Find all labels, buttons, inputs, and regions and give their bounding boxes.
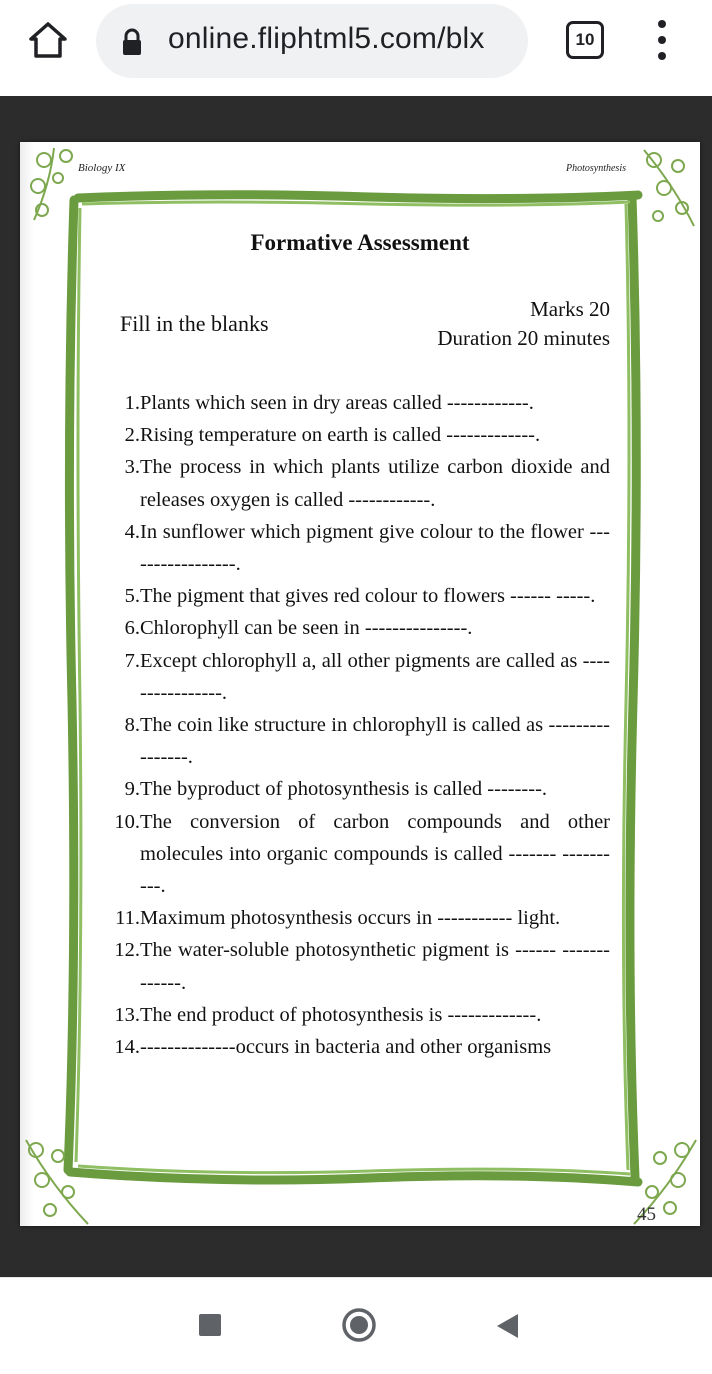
question-list [108,387,610,1063]
question-text: The conversion of carbon compounds and other molecules into organic compounds is called ------- ----------. [140,810,610,898]
question-text: --------------occurs in bacteria and other organisms [140,1036,552,1059]
question-number: 10. [114,810,140,833]
question-item [108,999,610,1031]
question-item [108,451,610,515]
back-triangle-icon[interactable] [494,1312,520,1340]
question-text: Plants which seen in dry areas called ------------. [140,392,534,414]
lock-icon [120,28,144,56]
more-vert-icon[interactable] [654,20,670,60]
book-page [20,142,700,1226]
marks-text: Marks 20 [530,297,610,321]
flower-decoration-icon [24,144,88,224]
flower-decoration-icon [634,146,698,230]
question-number: 14. [114,1036,140,1059]
question-number: 6. [124,617,140,640]
question-number: 4. [124,520,140,543]
recents-square-icon[interactable] [199,1314,221,1336]
question-text: In sunflower which pigment give colour to the flower -----------------. [140,520,610,576]
question-item [108,612,610,644]
question-text: Except chlorophyll a, all other pigments are called as ----------------. [140,649,610,704]
url-text: online.fliphtml5.com/blx [168,22,485,55]
question-number: 7. [124,649,140,672]
page-number: 45 [637,1204,656,1225]
question-item [108,645,610,709]
question-item [108,806,610,903]
home-circle-icon[interactable] [341,1307,377,1343]
question-number: 3. [124,456,140,479]
header-subject: Biology IX [78,162,126,174]
flower-decoration-icon [22,1136,92,1226]
question-item [108,516,610,580]
flipbook-viewer[interactable] [0,96,712,1277]
question-text: The byproduct of photosynthesis is called --------. [140,778,548,801]
question-item [108,709,610,773]
header-chapter: Photosynthesis [566,163,626,174]
question-item [108,1031,610,1063]
question-number: 9. [124,778,140,801]
question-number: 11. [115,907,140,930]
tab-count: 10 [575,30,595,49]
question-number: 5. [124,585,140,608]
marks-duration [437,295,610,353]
question-item [108,419,610,451]
question-text: Chlorophyll can be seen in ---------------. [140,617,473,640]
question-number: 12. [114,939,140,962]
question-text: The coin like structure in chlorophyll is called as ----------------. [140,714,610,769]
question-text: The pigment that gives red colour to flowers ------ -----. [140,585,596,608]
question-item [108,580,610,612]
url-bar[interactable] [96,4,528,78]
page-title: Formative Assessment [250,230,470,255]
home-icon[interactable] [26,18,70,62]
question-number: 8. [124,714,140,737]
question-item [108,387,610,419]
duration-text: Duration 20 minutes [437,326,610,350]
question-text: Maximum photosynthesis occurs in ----------- light. [140,907,561,930]
question-text: The process in which plants utilize carbon dioxide and releases oxygen is called ------------. [140,456,610,511]
question-number: 1. [124,392,140,414]
question-text: The end product of photosynthesis is -------------. [140,1003,542,1026]
question-number: 2. [124,424,140,447]
question-number: 13. [114,1003,140,1026]
browser-toolbar [0,0,712,96]
question-text: The water-soluble photosynthetic pigment is ------ -------------. [140,939,610,994]
question-item [108,902,610,934]
section-label: Fill in the blanks [120,311,269,336]
system-nav-bar [0,1277,712,1374]
question-text: Rising temperature on earth is called -------------. [140,424,541,447]
question-item [108,934,610,998]
question-item [108,773,610,805]
tab-switcher-button[interactable] [566,21,604,59]
